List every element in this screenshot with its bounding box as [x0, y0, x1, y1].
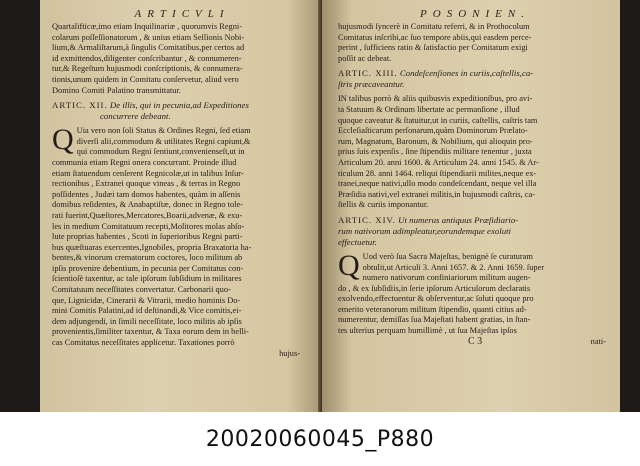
article-title: De illis, qui in pecunia,ad Expeditiones [109, 100, 249, 111]
text-line: bentes,& vinorum crematorum coctores, loco militum ab [52, 253, 243, 263]
left-body-paragraph [52, 123, 312, 359]
text-line: tes ulterius perquam humillimè , ut ſua Majeſtas ipſos [338, 326, 517, 336]
text-line: tranei,neque nativi,ullo modo condeſcendant, neque vel illa [338, 179, 537, 189]
text-line: colarum poſſeſſionatorum , & unius etiam Seſſionis Nobi- [52, 32, 245, 42]
article-heading [338, 68, 612, 79]
text-line: numerentur, demiſſas ſua Majeſtati habent gratias, in ſtan- [338, 315, 531, 325]
catchword: nati- [590, 336, 606, 346]
text-line: Uia vero non ſoli Status & Ordines Regni, ſed etiam [76, 126, 251, 136]
text-line: diverſi alii,commodum & utilitates Regni capiunt,& [76, 136, 251, 146]
article-title: Ut numerus antiquus Præſidiario- [398, 214, 519, 225]
text-line: exolvendo,effectuentur & obſerventur,ac ſoluti quoque pro [338, 294, 534, 304]
article-title-line: ſtris præcaveantur. [338, 79, 405, 90]
article-title: Condeſcenſiones in curiis,caſtellis,ca- [399, 68, 534, 79]
text-line: ticulum 28. anni 1464. reliqui ſtipendiarii milites,neque ex- [338, 168, 537, 178]
right-paragraph-1 [338, 94, 612, 211]
text-line: tur,& Regeſtum hujusmodi conſcriptionis, & connumera- [52, 64, 243, 74]
article-title-line: concurrere debeant. [100, 111, 171, 122]
text-line: obtulit,ut Articuli 3. Anni 1657. & 2. Anni 1659. ſuper [362, 262, 545, 272]
right-top-paragraph [338, 22, 612, 64]
text-line: tionis,unum quidem in Comitatu conſervetur, aliud vero [52, 74, 239, 84]
text-line: poſſit ac debeat. [338, 53, 392, 63]
drop-capital: Q [52, 123, 74, 157]
left-page [40, 0, 322, 412]
text-line: lute proprias habentes , Scoti in ſuperioribus Regni parti- [52, 232, 243, 242]
text-line: lium,& Armaliſtarum,à ſingulis Comitatibus,per certos ad [52, 43, 245, 53]
article-number: ARTIC. XIII. [338, 68, 398, 79]
text-line: cas Comitatus neceſſitates applicetur. Taxationes porrò [52, 338, 235, 348]
text-line: Eccleſiaſticarum perſonarum,quàm Dominorum Prælato- [338, 126, 528, 136]
text-line: ipſis provenire debentium, in pecunia per Comitatus con- [52, 263, 244, 273]
drop-capital: Q [338, 248, 360, 282]
text-line: emerito veteranorum militum ſtipendio, quanti citius ad- [338, 304, 527, 314]
text-line: Comitatus inſcribi,ac ſuo tempore abiis,qui easdem perce- [338, 32, 532, 42]
text-line: Uod verò ſua Sacra Majeſtas, benignè ſe curaturam [362, 251, 533, 261]
article-title-line: rum nativorum adimpleatur,eorundemque exoluti [338, 225, 511, 236]
text-line: Quartalifticæ,imo etiam Inquilinariæ , quorumvis Regni- [52, 22, 243, 31]
text-line: provenientis,ſimiliter taxentur, & Taxa eorum dem in belli- [52, 327, 249, 337]
text-line: quoque caveatur & ſtatuitur,ut in curiis, caſtellis, caſtris tam [338, 115, 538, 125]
article-heading [338, 215, 612, 226]
text-line: ſcientioſè taxentur, ac tale ipſorum ſubſidium in militares [52, 274, 242, 284]
text-line: etiam ſtatuendum cenſerent Regnicolæ,ut in talibus Inſur- [52, 168, 244, 178]
article-title-cont [52, 111, 312, 122]
text-line: rum, Magnatum, Baronum, & Nobilium, qui alioquin pro- [338, 136, 533, 146]
article-title-cont [338, 79, 612, 90]
right-running-head: POSONIEN. [420, 8, 530, 20]
text-line: Articulum 20. anni 1600. & Articulum 24. anni 1545. & Ar- [338, 157, 539, 167]
text-line: domibus reſidentes, & Anabaptiſtæ, donec in Regno tole- [52, 200, 243, 210]
left-running-head: ARTICVLI [134, 8, 230, 20]
text-line: rectionibus , Extranei quoque vineas , & terras in Regno [52, 179, 241, 189]
text-line: IN talibus porrò & aliis quibusvis expeditionibus, pro avi- [338, 94, 533, 104]
text-line: bus quæſtuaras exercentes,Ignobiles, propria Braxatoria ha- [52, 242, 252, 252]
text-line: prius ſuis expenſis , ſine ſtipendiis militare tenentur , juxta [338, 147, 532, 157]
left-top-paragraph [52, 22, 312, 96]
article-heading [52, 100, 312, 111]
text-line: qui commodum Regni ſentiunt,convenienseſt,ut in [76, 147, 245, 157]
article-number: ARTIC. XII. [52, 100, 108, 111]
text-line: do , & ex ſubſidiis,in ſerie ipſorum Articulorum declaratis [338, 283, 531, 293]
image-caption: 20020060045_P880 [205, 427, 435, 452]
article-number: ARTIC. XIV. [338, 214, 396, 225]
text-line: communia etiam Regni onera concurrant. Proinde illud [52, 157, 237, 167]
text-line: Comitatuum neceſſitates convertatur. Carbonarii quo- [52, 285, 231, 295]
text-line: rati fuerint,Quæſtores,Mercatores,Boarii,advenæ, & exu- [52, 210, 243, 220]
text-line: ſtellis & curiis imponantur. [338, 200, 429, 210]
right-page [322, 0, 620, 412]
right-paragraph-2 [338, 248, 612, 337]
text-line: poſſidentes , Judæi tam domos habentes, quàm in aſſenis [52, 189, 241, 199]
article-title-line: effectuetur. [338, 236, 377, 247]
text-line: les in medium Comitatuum recepti,Molitores molas abſo- [52, 221, 245, 231]
text-line: mini Comitis Palatini,ad id deſtinandi,& Vice comitis,ei- [52, 306, 242, 316]
text-line: perint , ſufficiens ratio & ſatisfactio per Comitatum exigi [338, 43, 528, 53]
article-title-cont [338, 226, 612, 237]
text-line: id exmittendos,diligenter conſcribantur , & connumeren- [52, 53, 242, 63]
text-line: ta Statuum & Ordinum libertate ac permanſione , illud [338, 104, 520, 114]
text-line: numero nativorum confiniariorum militum augen- [362, 273, 531, 283]
text-line: Præſidia nativi,vel extranei militis,in hujusmodi caſtris, ca- [338, 189, 536, 199]
page-signature: C 3 [468, 335, 483, 347]
text-line: que, Lignicidæ, Cinerarii & Vitrarii, medio hominis Do- [52, 295, 241, 305]
catchword: hujus- [279, 348, 300, 358]
text-line: dem adjungendi, in ſimili neceſſitate, loco militis ab ipſis [52, 316, 242, 326]
text-line: Domino Comiti Palatino transmittatur. [52, 85, 181, 95]
article-title-cont [338, 237, 612, 248]
text-line: hujusmodi ſyncerè in Comitatu referri, & in Prothocolum [338, 22, 530, 31]
